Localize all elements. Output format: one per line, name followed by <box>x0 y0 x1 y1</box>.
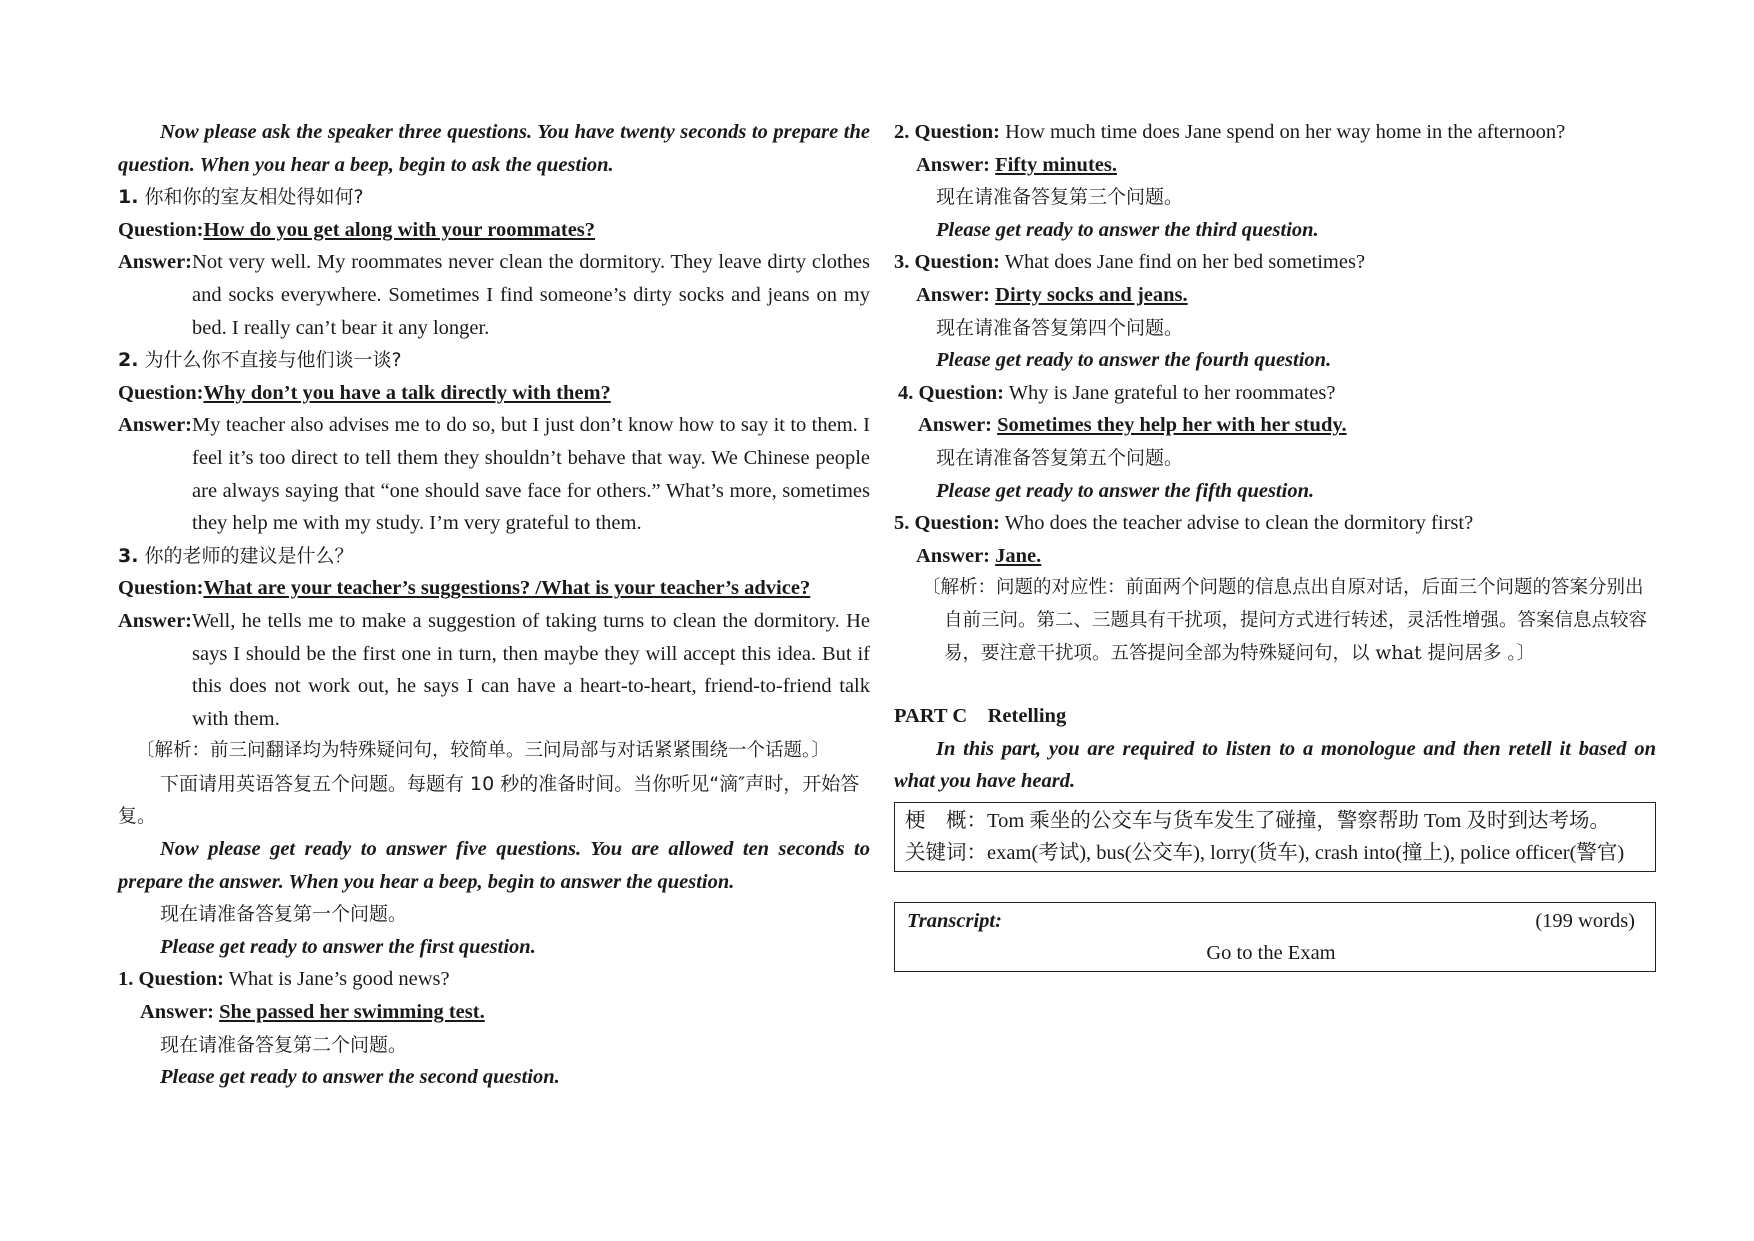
intro-instruction: Now please ask the speaker three questions. You have twenty seconds to prepare the question. When you hear a beep, begin to ask the question. <box>118 121 870 176</box>
right-column <box>894 116 1656 972</box>
part-c-intro: In this part, you are required to listen to a monologue and then retell it based on what you have heard. <box>894 737 1656 793</box>
item-2-chinese: 2. 为什么你不直接与他们谈一谈? <box>118 349 402 372</box>
item-3-chinese: 3. 你的老师的建议是什么？ <box>118 544 354 567</box>
word-count: (199 words) <box>1535 909 1635 932</box>
answer-q1-answer: Answer: She passed her swimming test. <box>140 1001 485 1024</box>
transcript-label: Transcript: <box>907 909 1002 932</box>
summary-line: 梗 概：Tom 乘坐的公交车与货车发生了碰撞，警察帮助 Tom 及时到达考场。 <box>905 809 1610 832</box>
ready-first-chinese: 现在请准备答复第一个问题。 <box>160 903 408 926</box>
ready-second-chinese: 现在请准备答复第二个问题。 <box>160 1033 408 1056</box>
analysis-note-right: 〔解析：问题的对应性：前面两个问题的信息点出自原对话，后面三个问题的答案分别出自前三问。第二、三题具有干扰项，提问方式进行转述，灵活性增强。答案信息点较容易，要注意干扰项。五答提问全部为特殊疑问句，以 what 提问居多 。〕 <box>922 577 1648 664</box>
item-1-answer: Answer: Not very well. My roommates never clean the dormitory. They leave dirty clothes and socks everywhere. Sometimes I find someone’s dirty socks and jeans on my bed. I really can’t bear it any longer. <box>118 251 870 339</box>
ready-fourth-english: Please get ready to answer the fourth question. <box>936 349 1332 372</box>
part-c-heading: PART C Retelling <box>894 705 1067 728</box>
instruction-english: Now please get ready to answer five questions. You are allowed ten seconds to prepare the answer. When you hear a beep, begin to answer the question. <box>118 838 870 893</box>
answer-q4-answer: Answer: Sometimes they help her with her study. <box>918 414 1347 437</box>
keywords-line: 关键词：exam(考试), bus(公交车), lorry(货车), crash into(撞上), police officer(警官) <box>905 841 1625 864</box>
answer-q1-question: 1. Question: What is Jane’s good news? <box>118 968 450 991</box>
ready-fifth-english: Please get ready to answer the fifth question. <box>936 479 1315 502</box>
ready-second-english: Please get ready to answer the second question. <box>160 1066 560 1089</box>
answer-q4-question: 4. Question: Why is Jane grateful to her roommates? <box>898 381 1336 404</box>
item-3-answer: Answer: Well, he tells me to make a suggestion of taking turns to clean the dormitory. He says I should be the first one in turn, then maybe they will accept this idea. But if this does not work out, he says I can have a heart-to-heart, friend-to-friend talk with them. <box>118 609 870 730</box>
item-3-question: Question: What are your teacher’s suggestions? /What is your teacher’s advice? <box>118 577 811 600</box>
item-2-answer: Answer: My teacher also advises me to do so, but I just don’t know how to say it to them. I feel it’s too direct to tell them they shouldn’t behave that way. We Chinese people are always saying that “one should save face for others.” What’s more, sometimes they help me with my study. I’m very grateful to them. <box>118 414 870 535</box>
item-1-question: Question: How do you get along with your roommates? <box>118 218 596 241</box>
answer-q5-answer: Answer: Jane. <box>916 544 1042 567</box>
analysis-note-left: 〔解析：前三问翻译均为特殊疑问句，较简单。三问局部与对话紧紧围绕一个话题。〕 <box>136 740 830 762</box>
left-column <box>118 116 870 1094</box>
ready-fifth-chinese: 现在请准备答复第五个问题。 <box>936 446 1184 469</box>
answer-q3-question: 3. Question: What does Jane find on her bed sometimes? <box>894 251 1366 274</box>
instruction-chinese: 下面请用英语答复五个问题。每题有 10 秒的准备时间。当你听见“滴″声时，开始答复。 <box>118 772 860 828</box>
answer-q2-question: 2. Question: How much time does Jane spend on her way home in the afternoon? <box>894 121 1566 143</box>
ready-third-chinese: 现在请准备答复第三个问题。 <box>936 186 1184 209</box>
answer-q2-answer: Answer: Fifty minutes. <box>916 153 1117 176</box>
ready-first-english: Please get ready to answer the first question. <box>160 935 536 958</box>
answer-q5-question: 5. Question: Who does the teacher advise to clean the dormitory first? <box>894 512 1474 535</box>
answer-q3-answer: Answer: Dirty socks and jeans. <box>916 283 1188 306</box>
item-2-question: Question: Why don’t you have a talk directly with them? <box>118 381 611 404</box>
transcript-title: Go to the Exam <box>1206 941 1336 964</box>
summary-box <box>894 802 1656 872</box>
transcript-box <box>894 902 1656 972</box>
ready-fourth-chinese: 现在请准备答复第四个问题。 <box>936 316 1184 339</box>
ready-third-english: Please get ready to answer the third question. <box>936 218 1319 241</box>
item-1-chinese: 1. 你和你的室友相处得如何? <box>118 186 364 209</box>
